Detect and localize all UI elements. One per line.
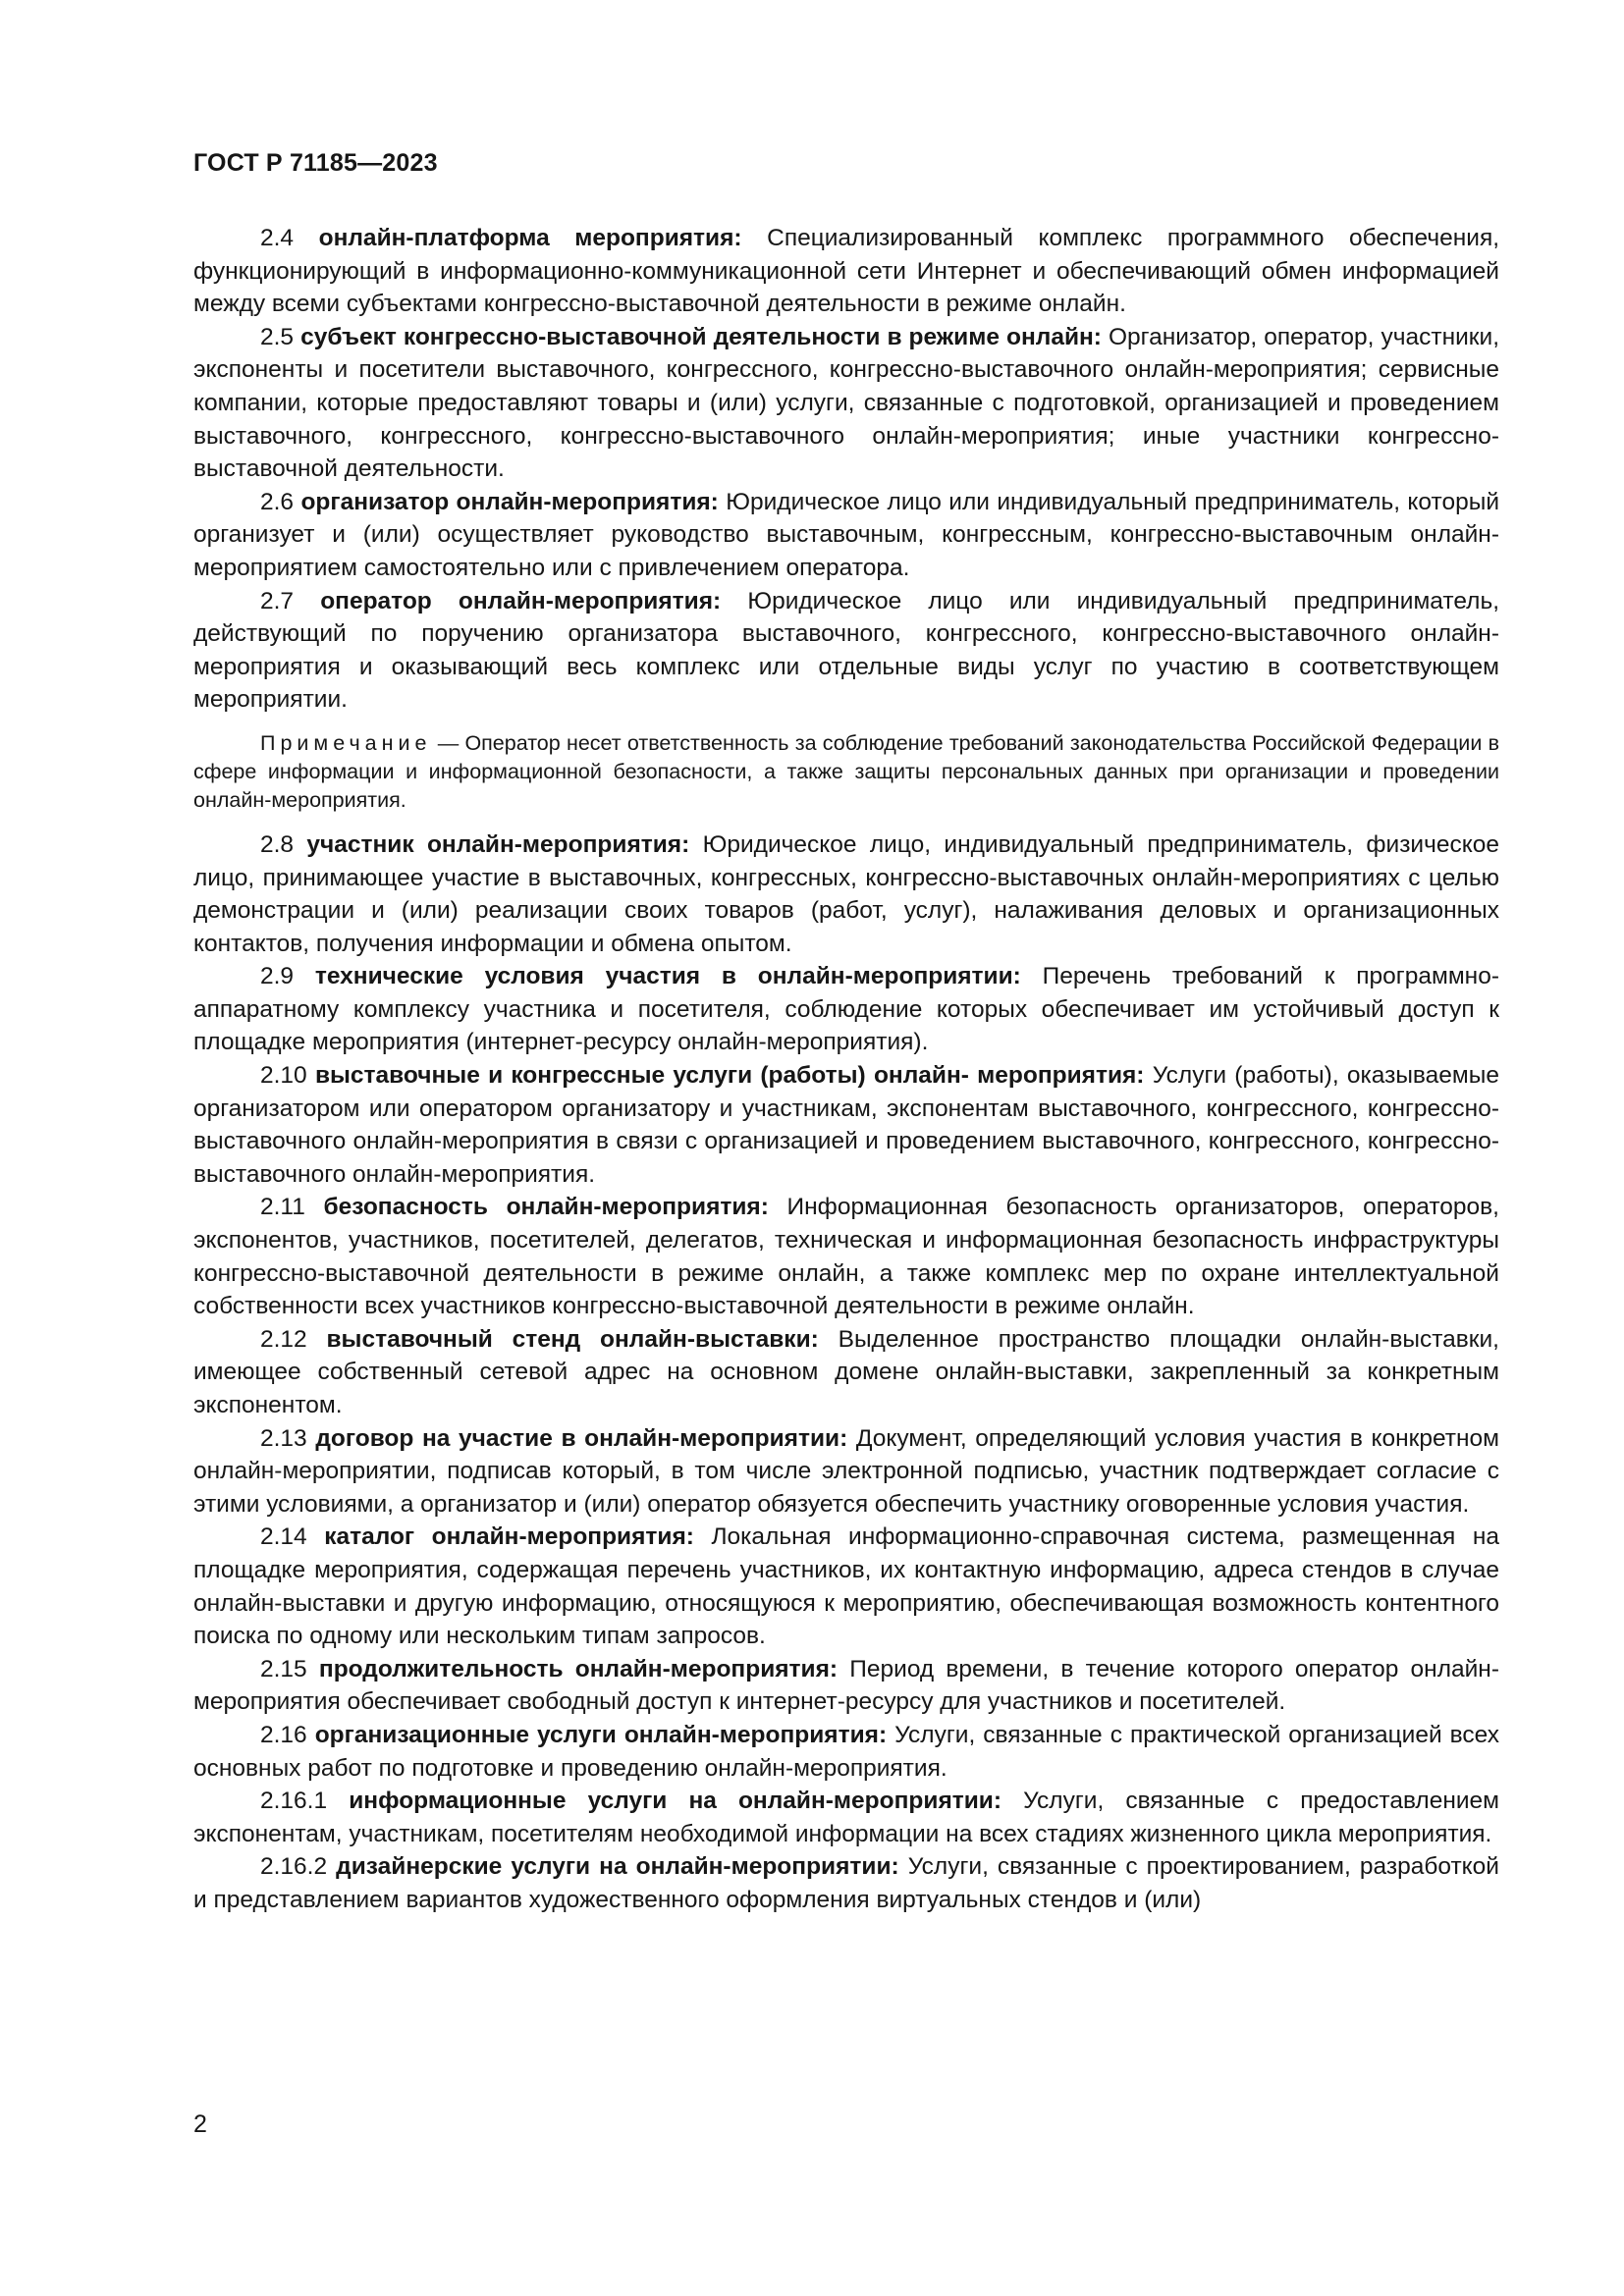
term-definition: Перечень требований к программно-аппаратному комплексу участника и посетителя, соблюдение которых обеспечивает им устойчивый доступ к площадке мероприятия (интернет-ресурсу онлайн-мероприятия). xyxy=(193,963,1499,1056)
term-definition: Организатор, оператор, участники, экспоненты и посетители выставочного, конгрессного, конгрессно-выставочного онлайн-мероприятия; сервисные компании, которые предоставляют товары и (или) услуги, связанные с подготовкой, организацией и проведением выставочного, конгрессного, конгрессно-выставочного онлайн-мероприятия; иные участники конгрессно-выставочной деятельности. xyxy=(193,323,1500,483)
term-definition: Документ, определяющий условия участия в конкретном онлайн-мероприятии, подписав который, в том числе электронной подписью, участник подтверждает согласие с этими условиями, а организатор и (или) оператор обязуется обеспечить участнику оговоренные условия участия. xyxy=(193,1424,1499,1518)
term-name: технические условия участия в онлайн-мероприятии: xyxy=(314,963,1021,990)
term-2-8 xyxy=(193,828,1499,960)
term-name: оператор онлайн-мероприятия: xyxy=(320,587,722,614)
term-name: выставочный стенд онлайн-выставки: xyxy=(326,1325,819,1353)
term-2-12 xyxy=(193,1323,1499,1422)
term-number: 2.14 xyxy=(260,1523,307,1551)
standard-header: ГОСТ Р 71185—2023 xyxy=(193,149,438,177)
term-name: безопасность онлайн-мероприятия: xyxy=(323,1194,769,1221)
term-2-6 xyxy=(193,486,1499,585)
term-definition: Услуги, связанные с проектированием, разработкой и представлением вариантов художественного оформления виртуальных стендов и (или) xyxy=(193,1853,1499,1913)
note xyxy=(193,729,1499,815)
term-name: информационные услуги на онлайн-мероприятии: xyxy=(349,1788,1002,1815)
term-definition: Локальная информационно-справочная система, размещенная на площадке мероприятия, содержащая перечень участников, их контактную информацию, адреса стендов в случае онлайн-выставки и другую информацию, относящуюся к мероприятию, обеспечивающая возможность контентного поиска по одному или нескольким типам запросов. xyxy=(193,1523,1499,1650)
term-2-15 xyxy=(193,1653,1499,1719)
note-label: Примечание xyxy=(260,730,432,755)
term-2-5 xyxy=(193,321,1499,486)
term-2-9 xyxy=(193,960,1499,1059)
term-number: 2.7 xyxy=(260,587,295,614)
term-name: участник онлайн-мероприятия: xyxy=(306,830,690,858)
term-definition: Услуги, связанные с предоставлением экспонентам, участникам, посетителям необходимой информации на всех стадиях жизненного цикла мероприятия. xyxy=(193,1788,1500,1847)
term-number: 2.9 xyxy=(260,963,295,990)
term-definition: Юридическое лицо, индивидуальный предприниматель, физическое лицо, принимающее участие в выставочных, конгрессных, конгрессно-выставочных онлайн-мероприятиях с целью демонстрации и (или) реализации своих товаров (работ, услуг), налаживания деловых и организационных контактов, получения информации и обмена опытом. xyxy=(193,830,1500,957)
term-name: продолжительность онлайн-мероприятия: xyxy=(318,1655,839,1682)
term-definition: Выделенное пространство площадки онлайн-выставки, имеющее собственный сетевой адрес на основном домене онлайн-выставки, закрепленный за конкретным экспонентом. xyxy=(193,1325,1499,1418)
term-number: 2.13 xyxy=(260,1424,307,1452)
term-number: 2.16.1 xyxy=(260,1788,328,1815)
term-definition: Услуги, связанные с практической организацией всех основных работ по подготовке и проведению онлайн-мероприятия. xyxy=(193,1721,1500,1782)
term-2-14 xyxy=(193,1521,1499,1652)
term-number: 2.12 xyxy=(260,1325,307,1353)
term-2-16-1 xyxy=(193,1785,1499,1850)
term-number: 2.15 xyxy=(260,1655,307,1682)
term-2-10 xyxy=(193,1059,1499,1191)
term-number: 2.11 xyxy=(260,1194,305,1221)
term-name: каталог онлайн-мероприятия: xyxy=(324,1523,694,1551)
term-number: 2.16.2 xyxy=(260,1853,328,1881)
term-2-7 xyxy=(193,585,1499,717)
term-name: договор на участие в онлайн-мероприятии: xyxy=(315,1424,848,1452)
term-definition: Услуги (работы), оказываемые организатором или оператором организатору и участникам, экспонентам выставочного, конгрессного, конгрессно-выставочного онлайн-мероприятия в связи с организацией и проведением выставочного, конгрессного, конгрессно-выставочного онлайн-мероприятия. xyxy=(193,1062,1500,1188)
term-name: организационные услуги онлайн-мероприятия: xyxy=(314,1721,888,1748)
note-text: — Оператор несет ответственность за соблюдение требований законодательства Российской Федерации в сфере информации и информационной безопасности, а также защиты персональных данных при организации и проведении онлайн-мероприятия. xyxy=(193,730,1499,812)
term-number: 2.6 xyxy=(260,488,295,515)
page-number: 2 xyxy=(193,2110,207,2138)
term-number: 2.4 xyxy=(260,225,295,251)
terms-section xyxy=(193,222,1499,1917)
term-name: организатор онлайн-мероприятия: xyxy=(300,488,719,515)
term-name: выставочные и конгрессные услуги (работы) онлайн- мероприятия: xyxy=(314,1062,1145,1090)
term-number: 2.8 xyxy=(260,830,295,858)
term-definition: Информационная безопасность организаторов, операторов, экспонентов, участников, посетителей, делегатов, техническая и информационная безопасность инфраструктуры конгрессно-выставочной деятельности в режиме онлайн, а также комплекс мер по охране интеллектуальной собственности всех участников конгрессно-выставочной деятельности в режиме онлайн. xyxy=(193,1194,1499,1320)
term-definition: Специализированный комплекс программного обеспечения, функционирующий в информационно-коммуникационной сети Интернет и обеспечивающий обмен информацией между всеми субъектами конгрессно-выставочной деятельности в режиме онлайн. xyxy=(193,225,1500,318)
term-definition: Юридическое лицо или индивидуальный предприниматель, действующий по поручению организатора выставочного, конгрессного, конгрессно-выставочного онлайн-мероприятия и оказывающий весь комплекс или отдельные виды услуг по участию в соответствующем мероприятии. xyxy=(193,587,1500,714)
term-2-13 xyxy=(193,1422,1499,1522)
term-2-16-2 xyxy=(193,1850,1499,1916)
term-number: 2.10 xyxy=(260,1062,307,1090)
term-definition: Период времени, в течение которого оператор онлайн-мероприятия обеспечивает свободный доступ к интернет-ресурсу для участников и посетителей. xyxy=(193,1655,1499,1716)
term-2-11 xyxy=(193,1191,1499,1322)
term-2-16 xyxy=(193,1719,1499,1785)
term-definition: Юридическое лицо или индивидуальный предприниматель, который организует и (или) осуществляет руководство выставочным, конгрессным, конгрессно-выставочным онлайн-мероприятием самостоятельно или с привлечением оператора. xyxy=(193,488,1499,581)
term-number: 2.5 xyxy=(260,323,295,350)
term-name: дизайнерские услуги на онлайн-мероприятии: xyxy=(336,1853,899,1881)
term-name: онлайн-платформа мероприятия: xyxy=(318,225,742,251)
term-name: субъект конгрессно-выставочной деятельности в режиме онлайн: xyxy=(300,323,1102,350)
term-2-4 xyxy=(193,222,1499,321)
term-number: 2.16 xyxy=(260,1721,307,1748)
